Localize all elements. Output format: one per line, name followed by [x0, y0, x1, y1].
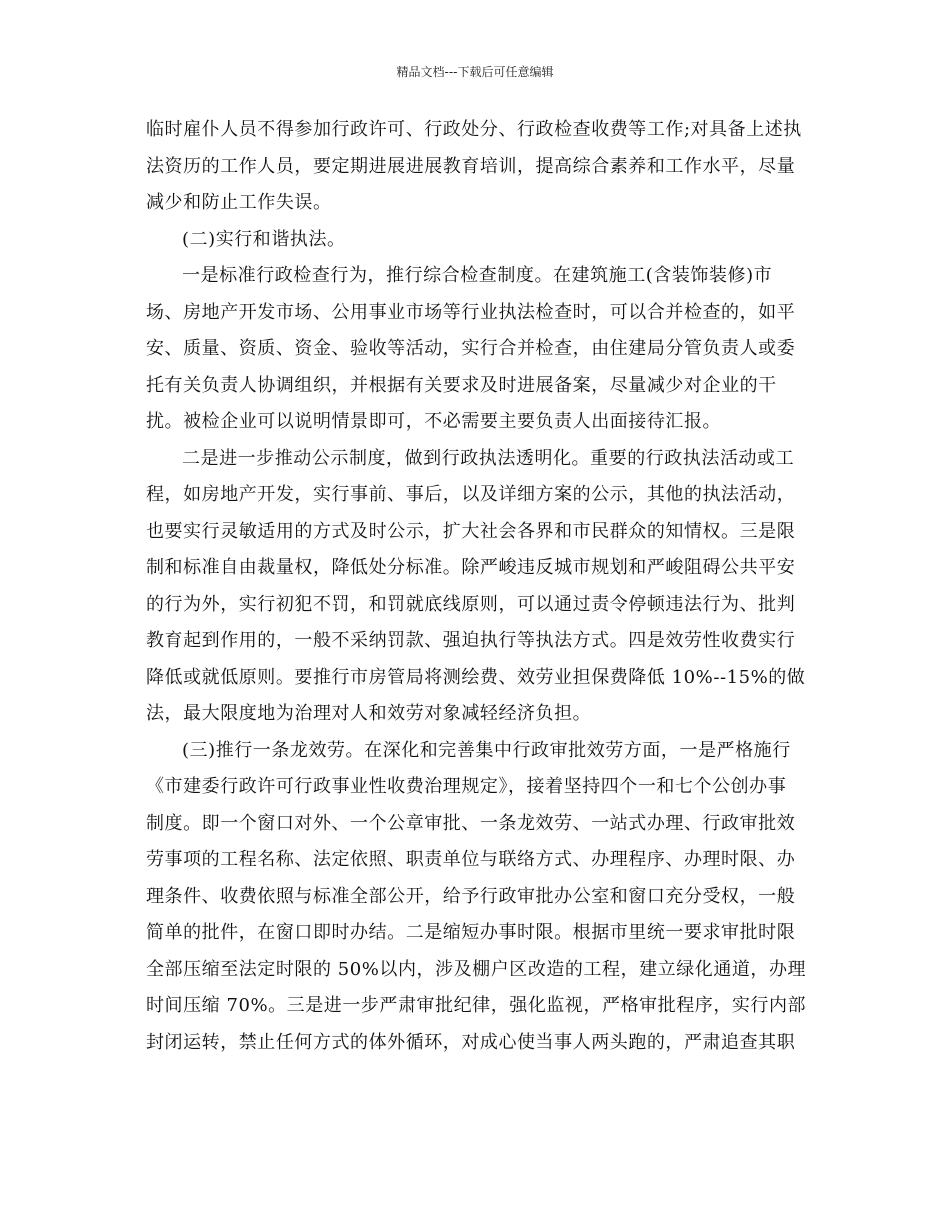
text-line: 二是进一步推动公示制度，做到行政执法透明化。重要的行政执法活动或工 [182, 447, 795, 469]
section-heading: (二)实行和谐执法。 [182, 228, 346, 250]
text-line: 《市建委行政许可行政事业性收费治理规定》，接着坚持四个一和七个公创办事 [146, 776, 787, 797]
section-heading: (三)推行一条龙效劳。在深化和完善集中行政审批效劳方面，一是严格施行 [182, 739, 791, 761]
text-line: 程，如房地产开发，实行事前、事后，以及详细方案的公示，其他的执法活动， [146, 484, 796, 505]
text-line: 安、质量、资质、资金、验收等活动，实行合并检查，由住建局分管负责人或委 [146, 338, 796, 359]
text-line: 场、房地产开发市场、公用事业市场等行业执法检查时，可以合并检查的，如平 [146, 301, 796, 323]
text-line: 法资历的工作人员，要定期进展进展教育培训，提高综合素养和工作水平，尽量 [146, 155, 796, 177]
text-line: 时间压缩 70%。三是进一步严肃审批纪律，强化监视，严格审批程序，实行内部 [146, 995, 807, 1016]
text-line: 一是标准行政检查行为，推行综合检查制度。在建筑施工(含装饰装修)市 [182, 265, 773, 286]
text-line: 简单的批件，在窗口即时办结。二是缩短办事时限。根据市里统一要求审批时限 [146, 922, 796, 943]
text-line: 减少和防止工作失误。 [146, 192, 332, 213]
text-line: 托有关负责人协调组织，并根据有关要求及时进展备案，尽量减少对企业的干 [146, 374, 777, 396]
text-line: 制度。即一个窗口对外、一个公章审批、一条龙效劳、一站式办理、行政审批效 [146, 812, 796, 834]
text-line: 临时雇仆人员不得参加行政许可、行政处分、行政检查收费等工作;对具备上述执 [146, 119, 802, 140]
text-line: 教育起到作用的，一般不采纳罚款、强迫执行等执法方式。四是效劳性收费实行 [146, 630, 796, 651]
text-line: 劳事项的工程名称、法定依照、职责单位与联络方式、办理程序、办理时限、办 [146, 849, 796, 870]
text-line: 全部压缩至法定时限的 50%以内，涉及棚户区改造的工程，建立绿化通道，办理 [146, 958, 807, 980]
text-line: 法，最大限度地为治理对人和效劳对象减轻经济负担。 [146, 703, 592, 724]
text-line: 也要实行灵敏适用的方式及时公示，扩大社会各界和市民群众的知情权。三是限 [146, 520, 796, 542]
text-line: 扰。被检企业可以说明情景即可，不必需要主要负责人出面接待汇报。 [146, 411, 722, 432]
text-line: 的行为外，实行初犯不罚，和罚就底线原则，可以通过责令停顿违法行为、批判 [146, 593, 796, 615]
document-body [146, 112, 806, 1061]
text-line: 制和标准自由裁量权，降低处分标准。除严峻违反城市规划和严峻阻碍公共平安 [146, 557, 796, 578]
page-header: 精品文档---下载后可任意编辑 [396, 65, 554, 79]
text-line: 降低或就低原则。要推行市房管局将测绘费、效劳业担保费降低 10%--15%的做 [146, 666, 806, 688]
text-line: 理条件、收费依照与标准全部公开，给予行政审批办公室和窗口充分受权，一般 [146, 885, 796, 907]
text-line: 封闭运转，禁止任何方式的体外循环，对成心使当事人两头跑的，严肃追查其职 [146, 1031, 796, 1053]
